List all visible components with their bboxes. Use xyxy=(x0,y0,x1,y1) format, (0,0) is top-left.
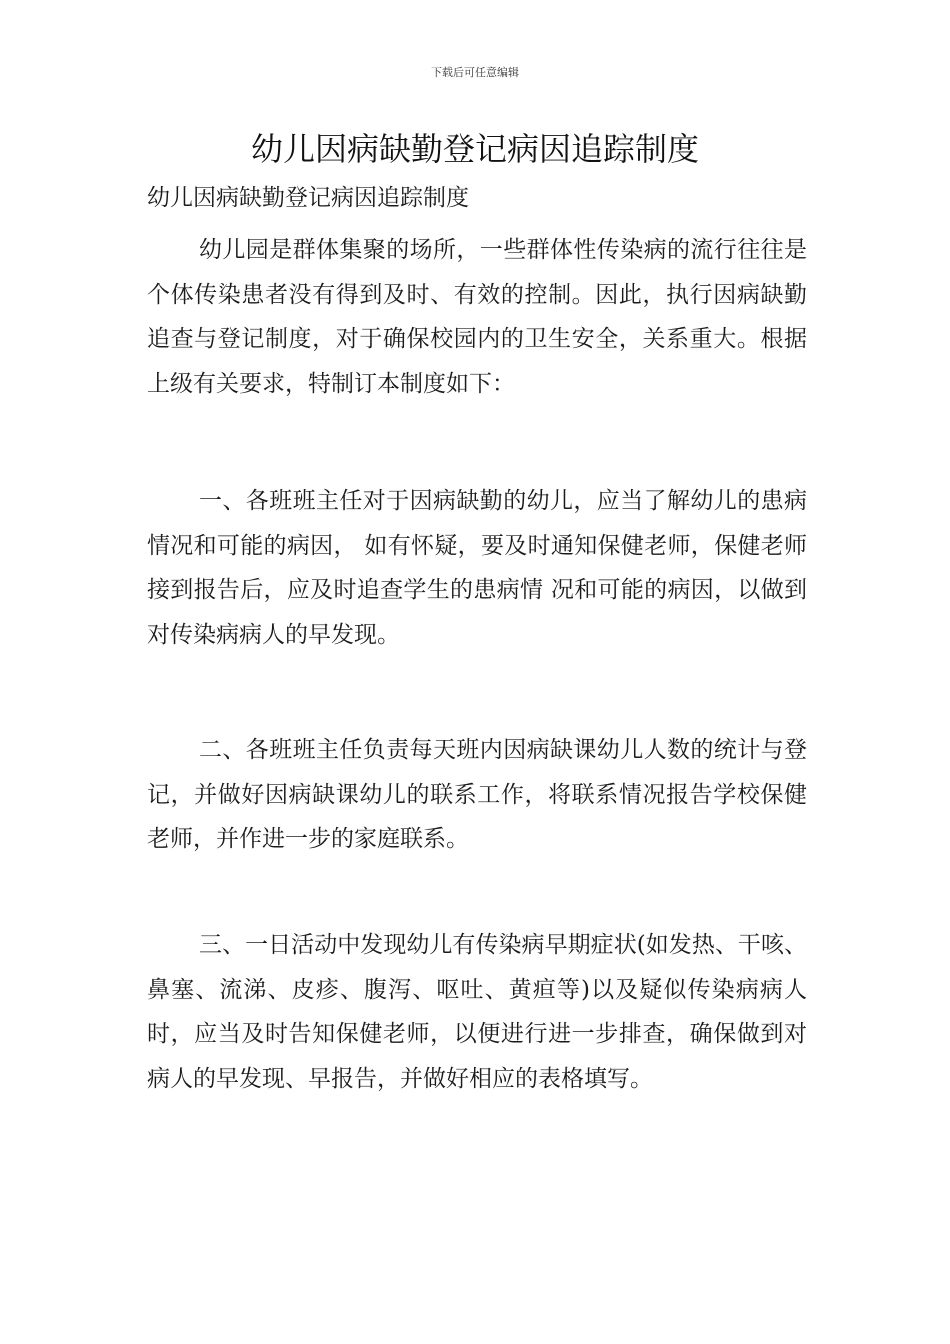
document-title: 幼儿因病缺勤登记病因追踪制度 xyxy=(250,130,699,168)
header-note: 下载后可任意编辑 xyxy=(431,66,519,79)
paragraph-rule-one: 一、各班班主任对于因病缺勤的幼儿，应当了解幼儿的患病情况和可能的病因， 如有怀疑，要及时通知保健老师，保健老师接到报告后，应及时追查学生的患病情 况和可能的病因，以做到对传染病病人的早发现。 xyxy=(147,488,807,648)
paragraph-intro: 幼儿园是群体集聚的场所，一些群体性传染病的流行往往是个体传染患者没有得到及时、有效的控制。因此，执行因病缺勤追查与登记制度，对于确保校园内的卫生安全，关系重大。根据上级有关要求，特制订本制度如下： xyxy=(147,237,807,397)
paragraph-rule-two: 二、各班班主任负责每天班内因病缺课幼儿人数的统计与登记，并做好因病缺课幼儿的联系工作，将联系情况报告学校保健老师，并作进一步的家庭联系。 xyxy=(147,737,807,852)
document-subtitle: 幼儿因病缺勤登记病因追踪制度 xyxy=(147,185,469,211)
paragraph-rule-three: 三、一日活动中发现幼儿有传染病早期症状(如发热、干咳、鼻塞、流涕、皮疹、腹泻、呕吐、黄疸等)以及疑似传染病病人时，应当及时告知保健老师，以便进行进一步排查，确保做到对病人的早发现、早报告，并做好相应的表格填写。 xyxy=(147,932,807,1092)
